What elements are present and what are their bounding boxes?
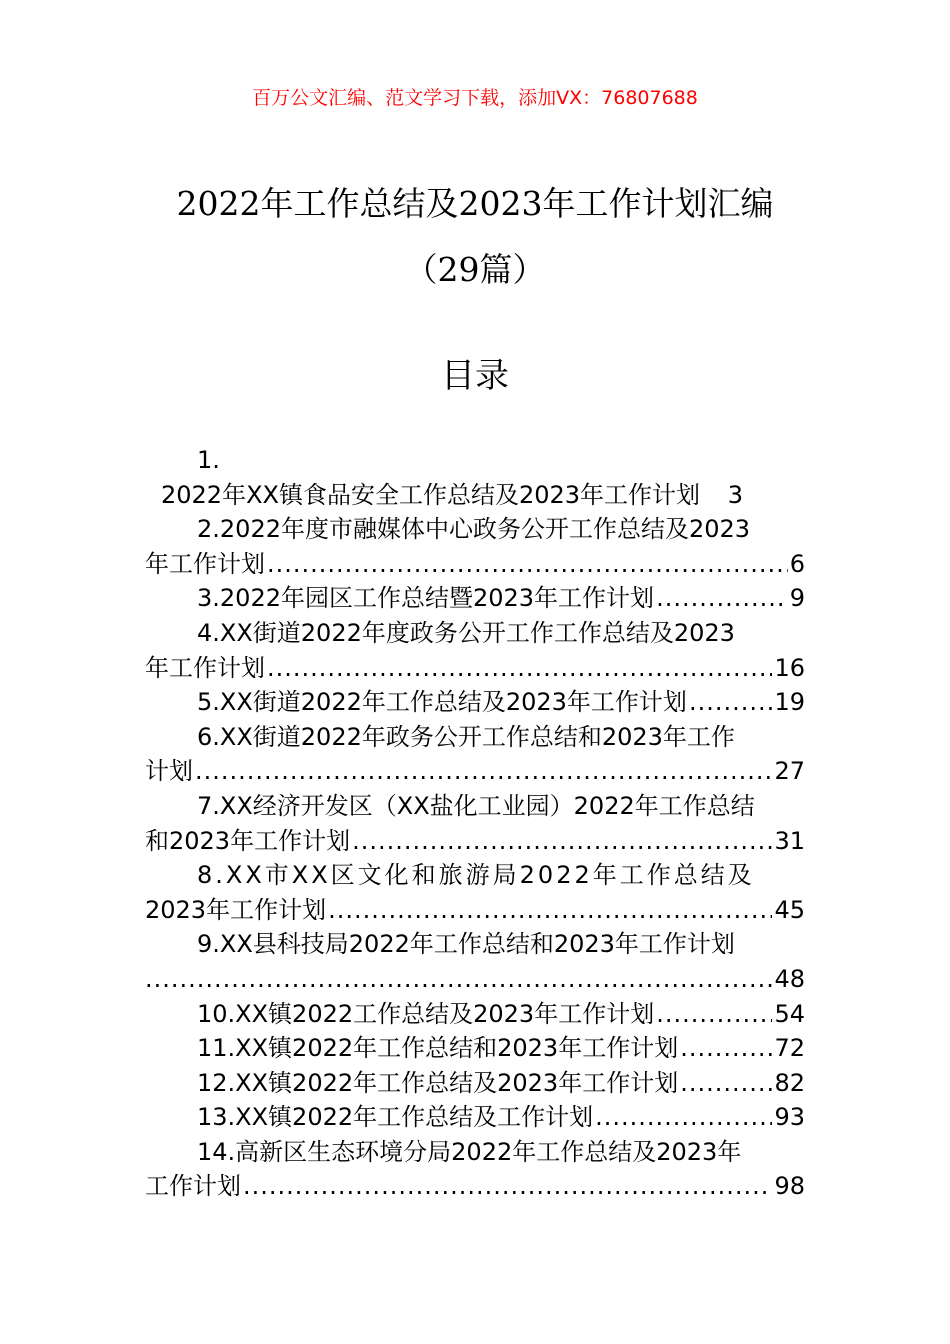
toc-item-label: 3.2022年园区工作总结暨2023年工作计划 [197,584,655,613]
toc-item-page: 93 [774,1103,805,1132]
toc-item-page: 82 [774,1068,805,1097]
toc-item-8[interactable] [145,858,805,893]
toc-item-page: 45 [774,895,805,924]
toc-item-11[interactable] [145,1031,805,1066]
document-subtitle: （29篇） [404,250,546,289]
dot-leader [195,754,772,789]
toc-item-3[interactable] [145,581,805,616]
toc-item-1[interactable] [145,478,805,513]
dot-leader [656,581,788,616]
toc-item-10[interactable] [145,997,805,1032]
dot-leader [267,547,788,582]
toc-item-label: 8.XX市XX区文化和旅游局2022年工作总结及 [197,861,755,890]
toc-item-label: 7.XX经济开发区（XX盐化工业园）2022年工作总结 [197,791,755,820]
toc-item-label: 年工作计划 [145,549,265,578]
toc-item-14-cont[interactable] [145,1169,805,1204]
toc-item-label: 6.XX街道2022年政务公开工作总结和2023年工作 [197,722,735,751]
toc-item-label: 年工作计划 [145,653,265,682]
toc-item-6-cont[interactable] [145,754,805,789]
toc-item-4-cont[interactable] [145,651,805,686]
toc-item-page: 31 [774,826,805,855]
toc-item-label: 14.高新区生态环境分局2022年工作总结及2023年 [197,1137,742,1166]
toc-item-4[interactable] [145,616,805,651]
toc-item-page: 98 [774,1172,805,1201]
toc-item-label: 12.XX镇2022年工作总结及2023年工作计划 [197,1068,679,1097]
dot-leader [680,1031,772,1066]
toc-item-1-number[interactable]: 1. [197,446,220,474]
toc-item-page: 48 [774,964,805,993]
toc-item-page: 27 [774,757,805,786]
table-of-contents [145,443,805,1204]
toc-item-page: 16 [774,653,805,682]
watermark-text: 百万公文汇编、范文学习下载，添加VX：76807688 [252,87,698,109]
toc-item-6[interactable] [145,720,805,755]
dot-leader [656,997,772,1032]
toc-item-label: 和2023年工作计划 [145,826,351,855]
dot-leader [595,1100,772,1135]
toc-item-label: 11.XX镇2022年工作总结和2023年工作计划 [197,1034,679,1063]
toc-item-page: 54 [774,999,805,1028]
toc-item-label: 9.XX县科技局2022年工作总结和2023年工作计划 [197,930,735,959]
toc-item-7-cont[interactable] [145,824,805,859]
toc-item-page: 19 [774,688,805,717]
toc-heading: 目录 [441,356,509,396]
toc-item-label: 2.2022年度市融媒体中心政务公开工作总结及2023 [197,515,751,544]
dot-leader [689,685,773,720]
toc-item-2[interactable] [145,512,805,547]
toc-item-8-cont[interactable] [145,893,805,928]
toc-item-5[interactable] [145,685,805,720]
dot-leader [352,824,772,859]
toc-item-7[interactable] [145,789,805,824]
toc-item-page: 3 [727,480,743,509]
toc-item-label: 计划 [145,757,193,786]
toc-item-page: 6 [789,549,805,578]
toc-item-label: 4.XX街道2022年度政务公开工作工作总结及2023 [197,618,735,647]
dot-leader [267,651,772,686]
toc-item-page: 72 [774,1034,805,1063]
toc-item-12[interactable] [145,1066,805,1101]
toc-item-14[interactable] [145,1135,805,1170]
toc-item-page: 9 [789,584,805,613]
dot-leader [328,893,772,928]
dot-leader [680,1066,772,1101]
toc-item-label: 5.XX街道2022年工作总结及2023年工作计划 [197,688,687,717]
toc-item-label: 10.XX镇2022工作总结及2023年工作计划 [197,999,655,1028]
toc-item-label: 2022年XX镇食品安全工作总结及2023年工作计划 [161,480,701,509]
toc-item-2-cont[interactable] [145,547,805,582]
toc-item-label: 2023年工作计划 [145,895,327,924]
dot-leader [145,962,772,997]
document-title: 2022年工作总结及2023年工作计划汇编 [176,184,774,223]
dot-leader [243,1169,772,1204]
toc-item-label: 13.XX镇2022年工作总结及工作计划 [197,1103,594,1132]
toc-item-label: 工作计划 [145,1172,241,1201]
toc-item-9[interactable] [145,927,805,962]
toc-item-13[interactable] [145,1100,805,1135]
toc-item-9-cont[interactable] [145,962,805,997]
